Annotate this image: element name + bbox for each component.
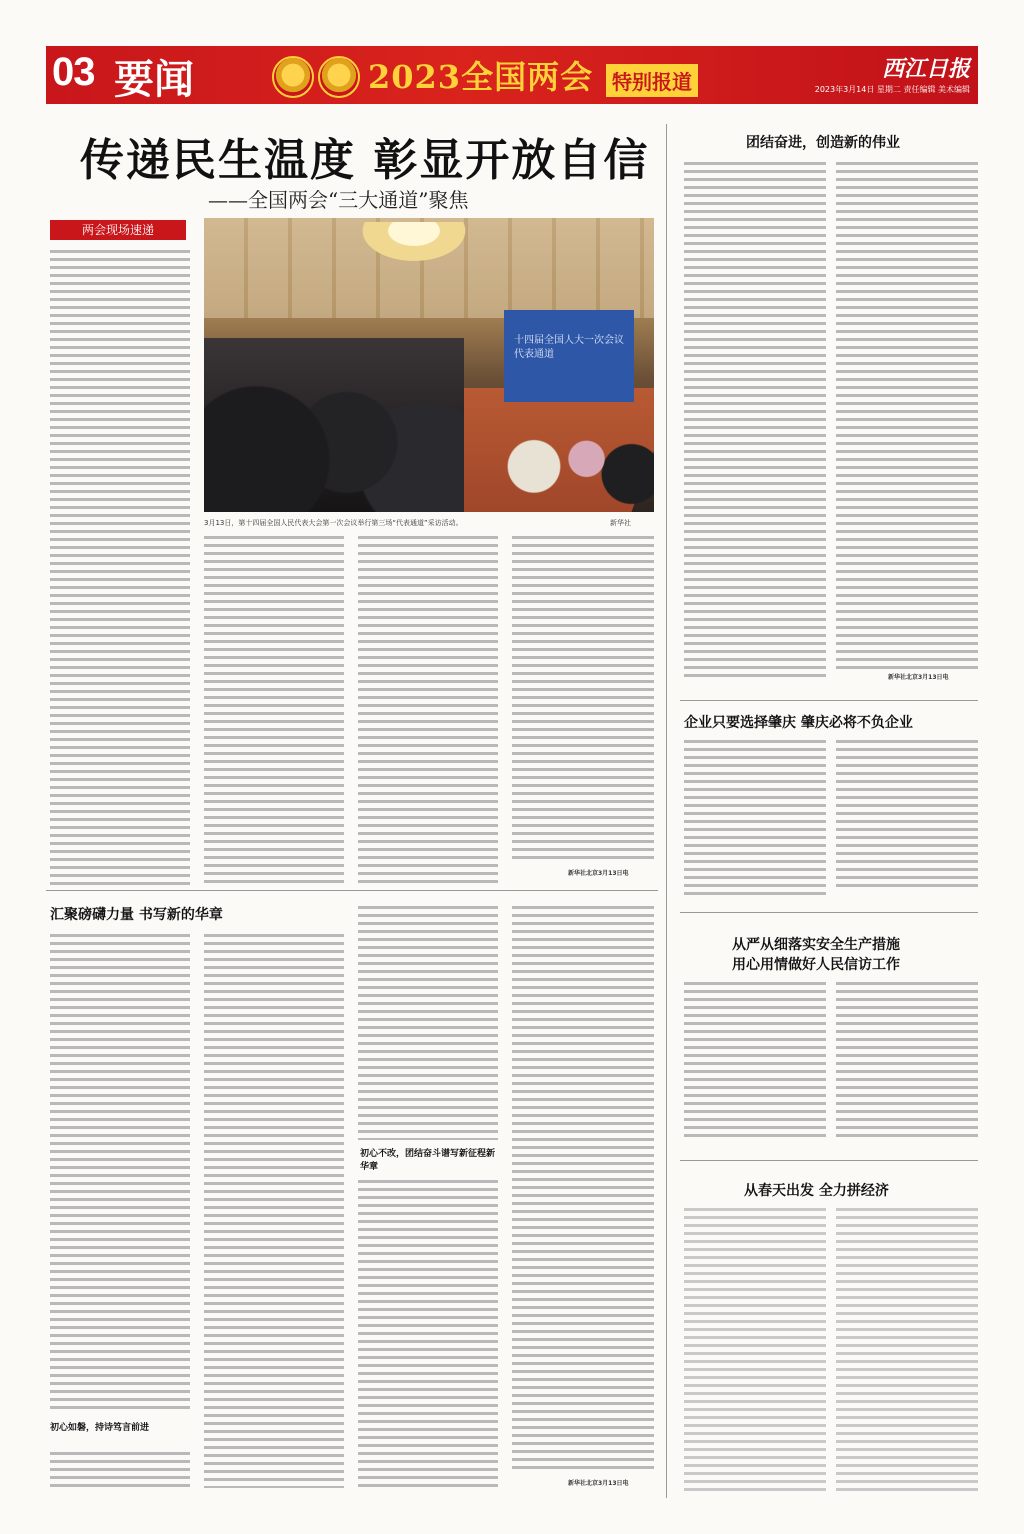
unity-column-2: [836, 160, 978, 670]
safety-title-line2: 用心用情做好人民信访工作: [732, 957, 900, 973]
page-banner: [46, 46, 978, 104]
photo-credit: 新华社: [610, 519, 631, 527]
gather-column-3b: [358, 1178, 498, 1488]
inline-head-3: 初心不改，团结奋斗谱写新征程新华章: [360, 1149, 496, 1172]
gather-title: 汇聚磅礴力量 书写新的华章: [50, 907, 223, 923]
divider: [680, 1160, 978, 1161]
page-number: 03: [52, 50, 95, 94]
lead-column-4: [512, 534, 654, 864]
enterprise-column-2: [836, 738, 978, 888]
special-title: 2023全国两会: [368, 58, 594, 96]
column-divider: [666, 124, 667, 1498]
gather-column-2: [204, 932, 344, 1488]
gather-column-1: [50, 932, 190, 1414]
divider: [46, 890, 658, 891]
lead-headline: 传递民生温度 彰显开放自信: [80, 135, 650, 186]
photo-audience: [504, 436, 654, 512]
lead-subhead: ——全国两会“三大通道”聚焦: [208, 188, 469, 212]
lead-column-1: [50, 248, 190, 888]
gather-end-note: 新华社北京3月13日电: [568, 1480, 629, 1487]
cppcc-emblem-icon: [318, 56, 360, 98]
photo-screen-text: 十四届全国人大一次会议 代表通道: [514, 335, 624, 360]
lead-column-2: [204, 534, 344, 884]
spring-title: 从春天出发 全力拼经济: [744, 1183, 889, 1199]
unity-title: 团结奋进，创造新的伟业: [746, 135, 900, 151]
divider: [680, 912, 978, 913]
safety-column-1: [684, 980, 826, 1140]
dateline: 2023年3月14日 星期二 责任编辑 美术编辑: [814, 85, 970, 94]
safety-column-2: [836, 980, 978, 1140]
photo-caption: 3月13日，第十四届全国人民代表大会第一次会议举行第三场“代表通道”采访活动。: [204, 519, 463, 527]
inline-head-1: 初心如磐，持诗笃言前进: [50, 1423, 150, 1433]
gather-column-1b: [50, 1450, 190, 1490]
gather-column-3: [358, 904, 498, 1140]
section-tag: 两会现场速递: [50, 220, 186, 240]
lead-end-note: 新华社北京3月13日电: [568, 870, 629, 877]
spring-column-2: [836, 1206, 978, 1492]
divider: [680, 700, 978, 701]
safety-title-line1: 从严从细落实安全生产措施: [732, 937, 900, 953]
section-title: 要闻: [114, 56, 194, 103]
enterprise-column-1: [684, 738, 826, 900]
special-label: 特别报道: [606, 64, 698, 97]
lead-photo: [204, 218, 654, 512]
spring-column-1: [684, 1206, 826, 1492]
enterprise-title: 企业只要选择肇庆 肇庆必将不负企业: [684, 715, 913, 731]
national-emblem-icon: [272, 56, 314, 98]
gather-column-4: [512, 904, 654, 1472]
masthead: 西江日报: [881, 56, 970, 82]
unity-column-1: [684, 160, 826, 680]
lead-column-3: [358, 534, 498, 884]
photo-backdrop-screen: [504, 310, 634, 402]
photo-crowd: [204, 338, 464, 512]
unity-end-note: 新华社北京3月13日电: [888, 674, 949, 681]
